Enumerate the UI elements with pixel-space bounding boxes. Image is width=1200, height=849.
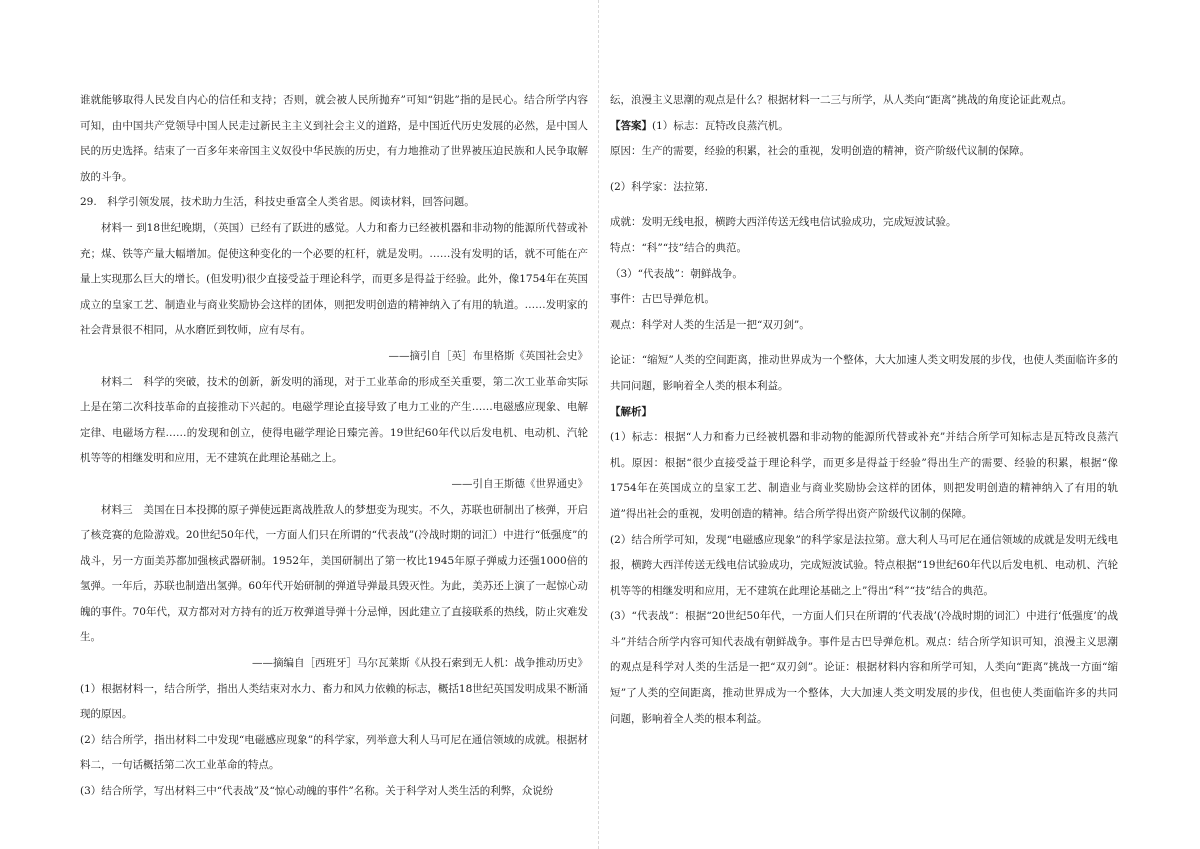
answer-3-event: 事件：古巴导弹危机。: [610, 293, 715, 306]
answer-1: (1）标志：瓦特改良蒸汽机。: [652, 119, 789, 132]
sub-question-3: (3）结合所学，写出材料三中“代表战”及“惊心动魄的事件”名称。关于科学对人类生活的利弊，众说纷: [80, 785, 554, 798]
analysis-2: (2）结合所学可知，发现“电磁感应现象”的科学家是法拉第。意大利人马可尼在通信领域的成就是发明无线电报，横跨大西洋传送无线电信试验成功，完成短波试验。特点根据“19世纪60年代以后发电机、电动机、汽轮机等等的相继发明和应用，无不建筑在此理论基础之上”得出“科”“技”结合的典范。: [610, 533, 1118, 597]
page-divider: [598, 0, 599, 849]
answer-3-view: 观点：科学对人类的生活是一把“双刃剑”。: [610, 318, 810, 331]
material-three: 材料三 美国在日本投掷的原子弹使远距离战胜敌人的梦想变为现实。不久，苏联也研制出了核弹，开启了核竞赛的危险游戏。20世纪50年代，一方面人们只在所谓的“代表战”(冷战时期的词汇）中进行“低强度”的战斗，另一方面美苏都加强核武器研制。1952年，美国研制出了第一枚比1945年原子弹威力还强1000倍的氢弹。一年后，苏联也制造出氢弹。60年代开始研制的弹道导弹最具毁灭性。为此，美苏还上演了一起惊心动魄的事件。70年代，双方都对对方持有的近万枚弹道导弹十分忌惮，因此建立了直接联系的热线，防止灾难发生。: [80, 503, 588, 644]
answer-2-achievement: 成就：发明无线电报，横跨大西洋传送无线电信试验成功，完成短波试验。: [610, 216, 957, 229]
question-29-stem: 29. 科学引领发展，技术助力生活，科技史垂富全人类省思。阅读材料，回答问题。: [80, 196, 475, 209]
analysis-3: (3）“代表战”：根据“20世纪50年代，一方面人们只在所谓的‘代表战’(冷战时期的词汇）中进行‘低强度’的战斗”并结合所学内容可知代表战有朝鲜战争。事件是古巴导弹危机。观点：结合所学知识可知，浪漫主义思潮的观点是科学对人类的生活是一把“双刃剑”。论证：根据材料内容和所学可知，人类向“距离”挑战一方面“缩短”了人类的空间距离，推动世界成为一个整体，大大加速人类文明发展的步伐，但也使人类面临许多的共同问题，影响着全人类的根本利益。: [610, 610, 1118, 725]
answer-2-feature: 特点：“科”“技”结合的典范。: [610, 241, 747, 254]
left-column: [80, 88, 588, 805]
answer-3: （3）“代表战”：朝鲜战争。: [610, 267, 743, 280]
material-one: 材料一 到18世纪晚期，（英国）已经有了跃进的感觉。人力和畜力已经被机器和非动物的能源所代替或补充；煤、铁等产量大幅增加。促使这种变化的一个必要的杠杆，就是发明。……没有发明的话，就不可能在产量上实现那么巨大的增长。(但发明)很少直接受益于理论科学，而更多是得益于经验。此外，像1754年在英国成立的皇家工艺、制造业与商业奖励协会这样的团体，则把发明创造的精神纳入了有用的轨道。……发明家的社会背景很不相同，从水磨匠到牧师，应有尽有。: [80, 221, 588, 337]
answer-1-reason: 原因：生产的需要，经验的积累，社会的重视，发明创造的精神，资产阶级代议制的保障。: [610, 145, 1030, 158]
material-two: 材料二 科学的突破，技术的创新，新发明的涌现，对于工业革命的形成至关重要，第二次工业革命实际上是在第二次科技革命的直接推动下兴起的。电磁学理论直接导致了电力工业的产生……电磁感应现象、电解定律、电磁场方程……的发现和创立，使得电磁学理论日臻完善。19世纪60年代以后发电机、电动机、汽轮机等等的相继发明和应用，无不建筑在此理论基础之上。: [80, 375, 588, 465]
answer-3-argument: 论证：“缩短”人类的空间距离，推动世界成为一个整体，大大加速人类文明发展的步伐，也使人类面临许多的共同问题，影响着全人类的根本利益。: [610, 354, 1118, 392]
right-column: [610, 88, 1118, 732]
sub-question-3-continuation: 纭，浪漫主义思潮的观点是什么？根据材料一二三与所学，从人类向“距离”挑战的角度论证此观点。: [610, 94, 1073, 106]
material-two-source: ——引自王斯德《世界通史》: [451, 477, 588, 490]
sub-question-1: (1）根据材料一，结合所学，指出人类结束对水力、畜力和风力依赖的标志，概括18世纪英国发明成果不断涌现的原因。: [80, 682, 588, 721]
answer-2: (2）科学家：法拉第．: [610, 180, 716, 193]
answer-title: 【答案】: [610, 119, 652, 132]
analysis-1: (1）标志：根据“人力和畜力已经被机器和非动物的能源所代替或补充”并结合所学可知标志是瓦特改良蒸汽机。原因：根据“很少直接受益于理论科学，而更多是得益于经验”得出生产的需要、经验的积累，根据“像1754年在英国成立的皇家工艺、制造业与商业奖励协会这样的团体，则把发明创造的精神纳入了有用的轨道”得出社会的重视，发明创造的精神。结合所学得出资产阶级代议制的保障。: [610, 431, 1118, 520]
material-three-source: ——摘编自［西班牙］马尔瓦莱斯《从投石索到无人机：战争推动历史》: [252, 657, 588, 670]
material-one-source: ——摘引自［英］布里格斯《英国社会史》: [388, 349, 588, 362]
analysis-title: 【解析】: [610, 405, 652, 418]
previous-answer-continuation: 谁就能够取得人民发自内心的信任和支持；否则，就会被人民所抛弃”可知“钥匙”指的是民心。结合所学内容可知，由中国共产党领导中国人民走过新民主主义到社会主义的道路，是中国近代历史发展的必然，是中国人民的历史选择。结束了一百多年来帝国主义奴役中华民族的历史，有力地推动了世界被压迫民族和人民争取解放的斗争。: [80, 94, 588, 183]
sub-question-2: (2）结合所学，指出材料二中发现“电磁感应现象”的科学家，列举意大利人马可尼在通信领域的成就。根据材料二，一句话概括第二次工业革命的特点。: [80, 733, 588, 772]
answer-block: [610, 114, 1118, 140]
